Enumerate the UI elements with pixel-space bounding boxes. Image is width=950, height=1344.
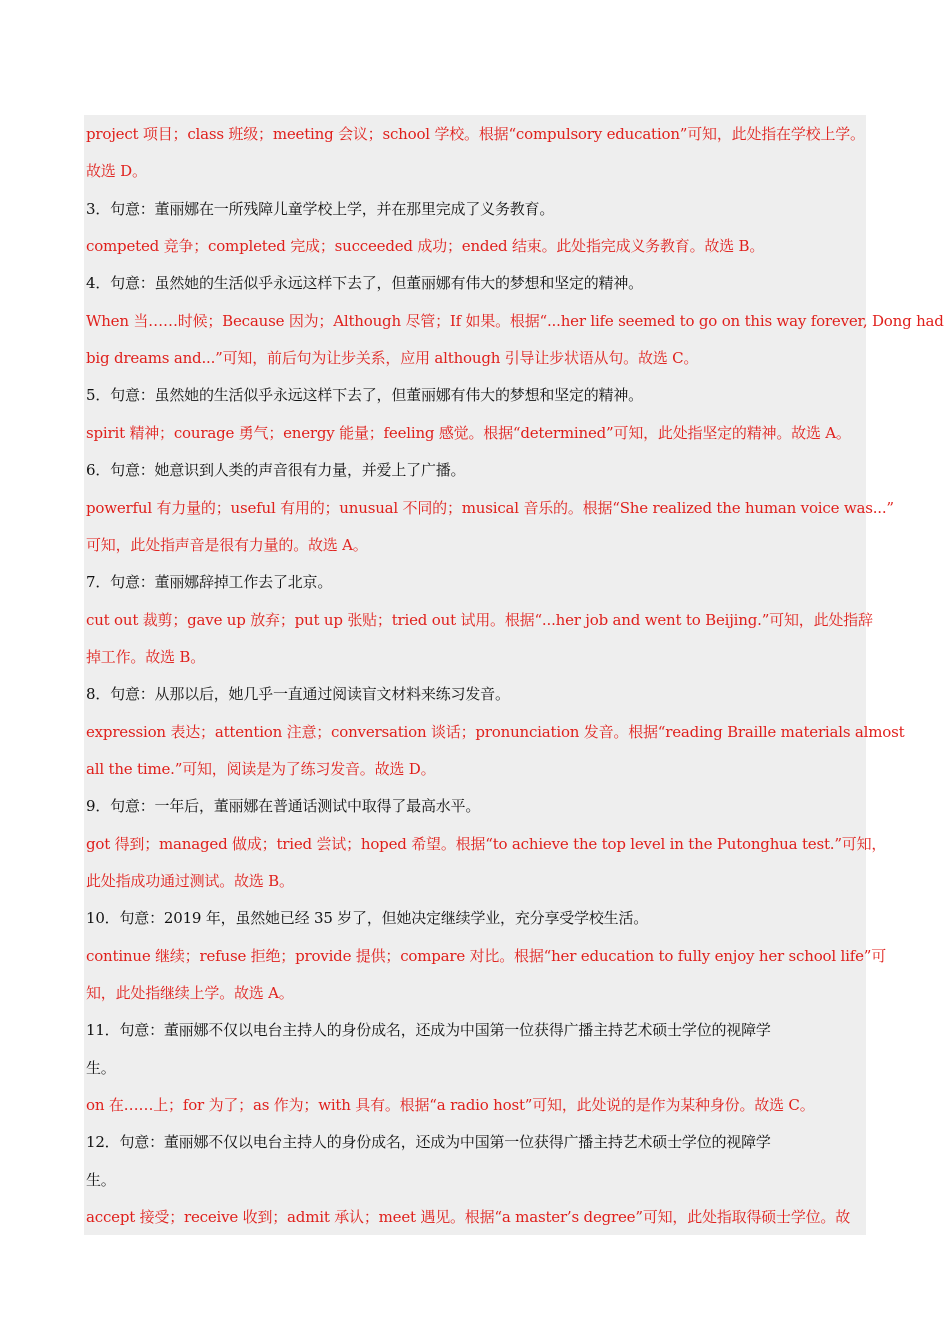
explanation-line: spirit 精神；courage 勇气；energy 能量；feeling 感觉。根据“determined”可知，此处指坚定的精神。故选 A。 bbox=[86, 423, 851, 442]
sentence-meaning-line: 5．句意：虽然她的生活似乎永远这样下去了，但董丽娜有伟大的梦想和坚定的精神。 bbox=[86, 386, 643, 405]
explanation-line: powerful 有力量的；useful 有用的；unusual 不同的；musical 音乐的。根据“She realized the human voice was...” bbox=[86, 498, 894, 517]
explanation-line: When 当……时候；Because 因为；Although 尽管；If 如果。根据“...her life seemed to go on this way forever, Dong had bbox=[86, 311, 944, 330]
explanation-line: project 项目；class 班级；meeting 会议；school 学校。根据“compulsory education”可知，此处指在学校上学。 bbox=[86, 125, 865, 143]
sentence-meaning-line: 7．句意：董丽娜辞掉工作去了北京。 bbox=[86, 573, 333, 592]
explanation-line: 可知，此处指声音是很有力量的。故选 A。 bbox=[86, 535, 368, 554]
explanation-line: 此处指成功通过测试。故选 B。 bbox=[86, 872, 294, 890]
sentence-meaning-line: 9．句意：一年后，董丽娜在普通话测试中取得了最高水平。 bbox=[86, 797, 481, 816]
explanation-line: accept 接受；receive 收到；admit 承认；meet 遇见。根据“a master’s degree”可知，此处指取得硕士学位。故 bbox=[86, 1208, 851, 1227]
sentence-meaning-line: 8．句意：从那以后，她几乎一直通过阅读盲文材料来练习发音。 bbox=[86, 685, 510, 704]
answer-explanation-block bbox=[84, 115, 944, 1235]
sentence-meaning-line: 4．句意：虽然她的生活似乎永远这样下去了，但董丽娜有伟大的梦想和坚定的精神。 bbox=[86, 274, 643, 293]
explanation-line: expression 表达；attention 注意；conversation 谈话；pronunciation 发音。根据“reading Braille materials almost bbox=[86, 722, 905, 741]
explanation-line: cut out 裁剪；gave up 放弃；put up 张贴；tried out 试用。根据“...her job and went to Beijing.”可知，此处指辞 bbox=[86, 610, 873, 629]
sentence-meaning-line: 6．句意：她意识到人类的声音很有力量，并爱上了广播。 bbox=[86, 461, 466, 480]
explanation-line: big dreams and...”可知，前后句为让步关系，应用 although 引导让步状语从句。故选 C。 bbox=[86, 349, 699, 368]
explanation-line: all the time.”可知，阅读是为了练习发音。故选 D。 bbox=[86, 759, 436, 778]
explanation-line: on 在……上；for 为了；as 作为；with 具有。根据“a radio host”可知，此处说的是作为某种身份。故选 C。 bbox=[86, 1096, 815, 1115]
explanation-line: 知，此处指继续上学。故选 A。 bbox=[86, 984, 294, 1003]
explanation-line: competed 竞争；completed 完成；succeeded 成功；ended 结束。此处指完成义务教育。故选 B。 bbox=[86, 237, 765, 256]
sentence-meaning-line: 12．句意：董丽娜不仅以电台主持人的身份成名，还成为中国第一位获得广播主持艺术硕士学位的视障学 bbox=[86, 1133, 771, 1152]
sentence-meaning-line: 10．句意：2019 年，虽然她已经 35 岁了，但她决定继续学业，充分享受学校生活。 bbox=[86, 909, 649, 928]
sentence-meaning-line: 生。 bbox=[86, 1058, 116, 1077]
explanation-line: 故选 D。 bbox=[86, 162, 147, 181]
sentence-meaning-line: 生。 bbox=[86, 1170, 116, 1189]
sentence-meaning-line: 3．句意：董丽娜在一所残障儿童学校上学，并在那里完成了义务教育。 bbox=[86, 199, 555, 218]
explanation-line: 掉工作。故选 B。 bbox=[86, 647, 205, 666]
explanation-line: got 得到；managed 做成；tried 尝试；hoped 希望。根据“to achieve the top level in the Putonghua test.”可知， bbox=[86, 834, 887, 853]
explanation-line: continue 继续；refuse 拒绝；provide 提供；compare 对比。根据“her education to fully enjoy her school life”可 bbox=[86, 946, 887, 965]
sentence-meaning-line: 11．句意：董丽娜不仅以电台主持人的身份成名，还成为中国第一位获得广播主持艺术硕士学位的视障学 bbox=[86, 1021, 771, 1040]
